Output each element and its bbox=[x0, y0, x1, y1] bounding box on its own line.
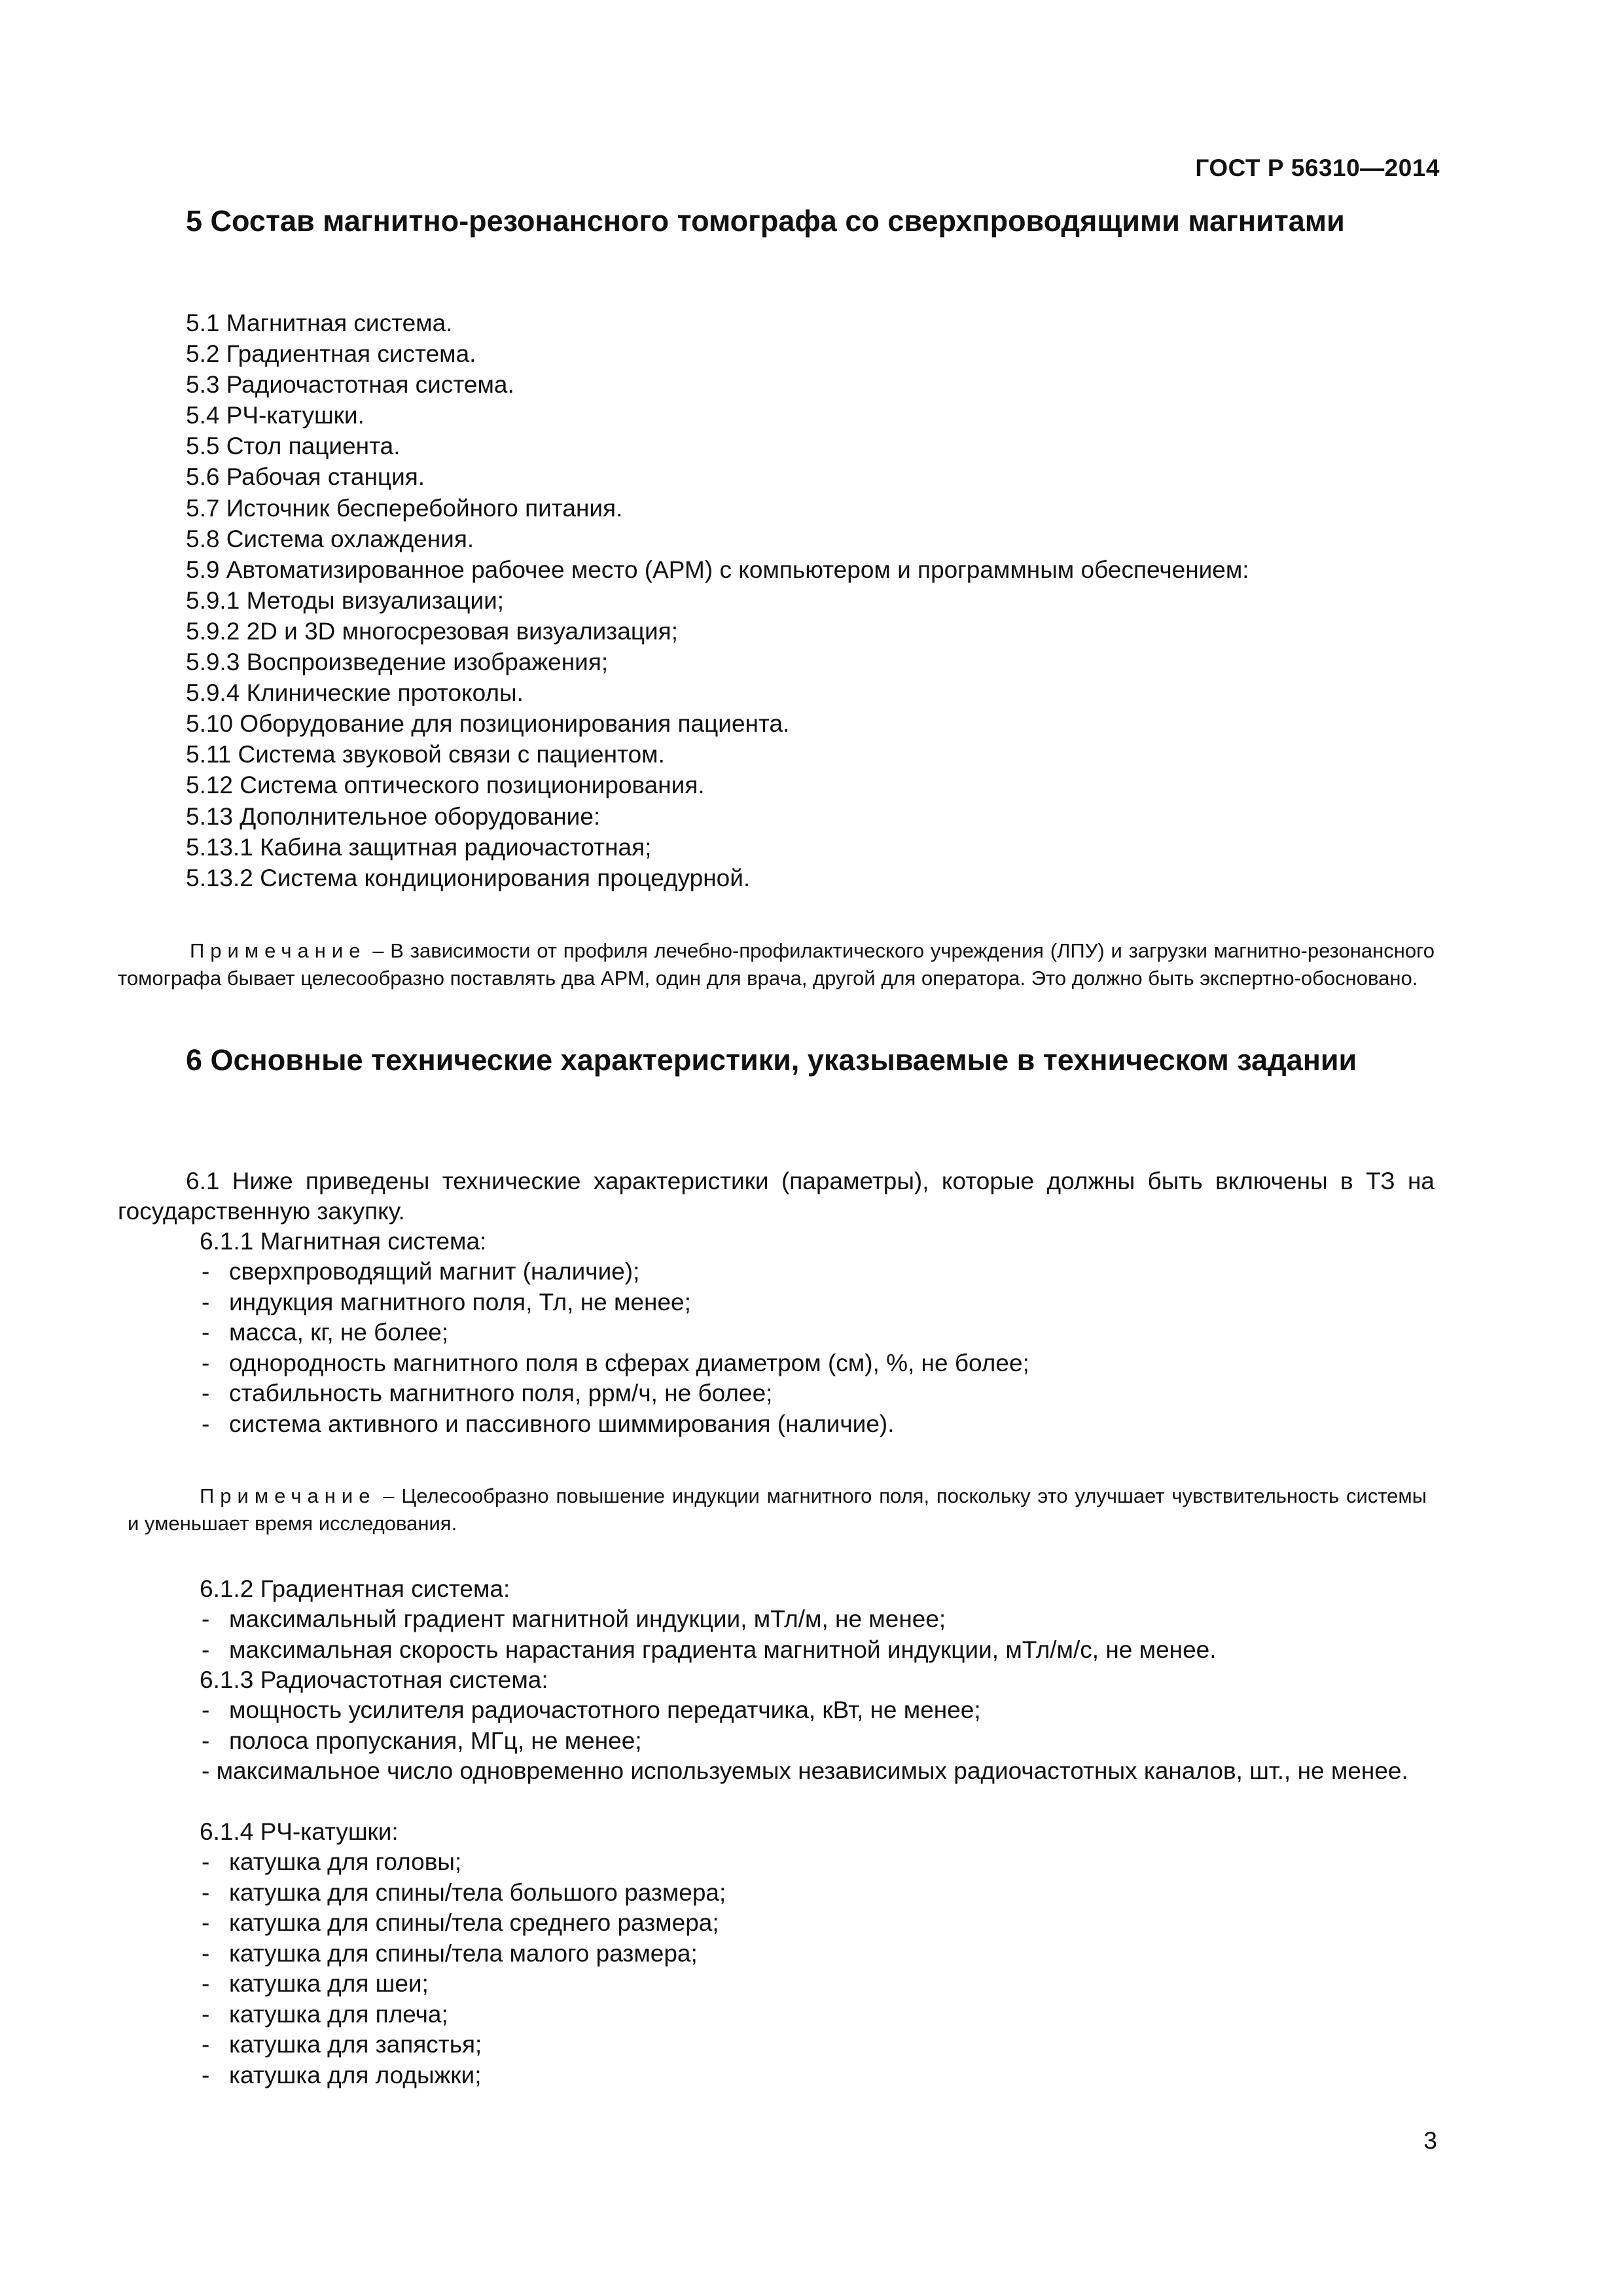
note-text: – Целесообразно повышение индукции магнитного поля, поскольку это улучшает чувствительность системы и уменьшает время исследования. bbox=[128, 1484, 1427, 1535]
section-6-title: 6 Основные технические характеристики, указываемые в техническом задании bbox=[186, 1043, 1357, 1077]
list-item: 5.9.2 2D и 3D многосрезовая визуализация; bbox=[186, 617, 678, 645]
list-item: - катушка для лодыжки; bbox=[196, 2060, 726, 2091]
list-item: 5.9.1 Методы визуализации; bbox=[186, 586, 505, 614]
list-item: 5.13.2 Система кондиционирования процедурной. bbox=[186, 864, 751, 891]
list-item: 5.8 Система охлаждения. bbox=[186, 525, 474, 552]
list-item: - система активного и пассивного шиммирования (наличие). bbox=[196, 1409, 1029, 1440]
list-item: 5.10 Оборудование для позиционирования пациента. bbox=[186, 710, 790, 738]
rf-coils-list bbox=[196, 1847, 726, 2090]
list-item: 5.6 Рабочая станция. bbox=[186, 463, 425, 491]
list-item: - катушка для спины/тела малого размера; bbox=[196, 1939, 726, 1969]
note-label: Примечание bbox=[190, 939, 366, 962]
list-item: - масса, кг, не более; bbox=[196, 1318, 1029, 1348]
section-5-list bbox=[186, 308, 1249, 893]
list-item: - полоса пропускания, МГц, не менее; bbox=[196, 1726, 981, 1757]
rf-coils-heading: 6.1.4 РЧ-катушки: bbox=[200, 1818, 399, 1845]
list-item: 5.3 Радиочастотная система. bbox=[186, 371, 514, 399]
section-5-title: 5 Состав магнитно-резонансного томографа со сверхпроводящими магнитами bbox=[186, 204, 1345, 238]
list-item: - мощность усилителя радиочастотного передатчика, кВт, не менее; bbox=[196, 1695, 981, 1726]
list-item: 5.7 Источник бесперебойного питания. bbox=[186, 494, 623, 522]
list-item: 5.9.3 Воспроизведение изображения; bbox=[186, 649, 609, 676]
list-item: - индукция магнитного поля, Тл, не менее; bbox=[196, 1287, 1029, 1318]
magnet-system-list bbox=[196, 1257, 1029, 1439]
list-item: - однородность магнитного поля в сферах диаметром (см), %, не более; bbox=[196, 1348, 1029, 1379]
list-item: 5.1 Магнитная система. bbox=[186, 310, 453, 336]
list-item: - стабильность магнитного поля, ррм/ч, не более; bbox=[196, 1378, 1029, 1409]
list-item: 5.9 Автоматизированное рабочее место (АРМ) с компьютером и программным обеспечением: bbox=[186, 556, 1249, 583]
list-item: - катушка для спины/тела большого размера; bbox=[196, 1878, 726, 1909]
gradient-system-list bbox=[196, 1604, 1217, 1665]
list-item: - катушка для спины/тела среднего размера; bbox=[196, 1908, 726, 1939]
list-item: - катушка для запястья; bbox=[196, 2030, 726, 2060]
list-item: - сверхпроводящий магнит (наличие); bbox=[196, 1257, 1029, 1287]
note-label: Примечание bbox=[200, 1484, 376, 1507]
document-code: ГОСТ Р 56310—2014 bbox=[1195, 154, 1440, 181]
rf-channels-item: - максимальное число одновременно используемых независимых радиочастотных каналов, шт., не менее. bbox=[202, 1757, 1408, 1784]
note-section-5 bbox=[118, 937, 1435, 992]
list-item: 5.13 Дополнительное оборудование: bbox=[186, 802, 601, 830]
page-number: 3 bbox=[1423, 2127, 1437, 2154]
list-item: - максимальный градиент магнитной индукции, мТл/м, не менее; bbox=[196, 1604, 1217, 1635]
list-item: 5.13.1 Кабина защитная радиочастотная; bbox=[186, 833, 652, 861]
list-item: 5.2 Градиентная система. bbox=[186, 340, 476, 368]
note-text: – В зависимости от профиля лечебно-профилактического учреждения (ЛПУ) и загрузки магнитно-резонансного томографа бывает целесообразно поставлять два АРМ, один для врача, другой для оператора. Это должно быть экспертно-обосновано. bbox=[118, 939, 1435, 990]
magnet-system-heading: 6.1.1 Магнитная система: bbox=[200, 1228, 487, 1255]
note-section-6 bbox=[128, 1482, 1427, 1537]
list-item: 5.12 Система оптического позиционирования. bbox=[186, 772, 705, 799]
list-item: - катушка для шеи; bbox=[196, 1969, 726, 2000]
list-item: 5.4 РЧ-катушки. bbox=[186, 402, 365, 429]
gradient-system-heading: 6.1.2 Градиентная система: bbox=[200, 1575, 510, 1602]
section-6-intro: 6.1 Ниже приведены технические характеристики (параметры), которые должны быть включены в ТЗ на государственную закупку. bbox=[118, 1168, 1435, 1225]
rf-system-list bbox=[196, 1695, 981, 1756]
list-item: - катушка для головы; bbox=[196, 1847, 726, 1878]
list-item: 5.5 Стол пациента. bbox=[186, 433, 401, 460]
list-item: 5.9.4 Клинические протоколы. bbox=[186, 679, 524, 707]
list-item: - максимальная скорость нарастания градиента магнитной индукции, мТл/м/с, не менее. bbox=[196, 1635, 1217, 1666]
list-item: - катушка для плеча; bbox=[196, 2000, 726, 2030]
rf-system-heading: 6.1.3 Радиочастотная система: bbox=[200, 1666, 548, 1693]
list-item: 5.11 Система звуковой связи с пациентом. bbox=[186, 741, 665, 768]
